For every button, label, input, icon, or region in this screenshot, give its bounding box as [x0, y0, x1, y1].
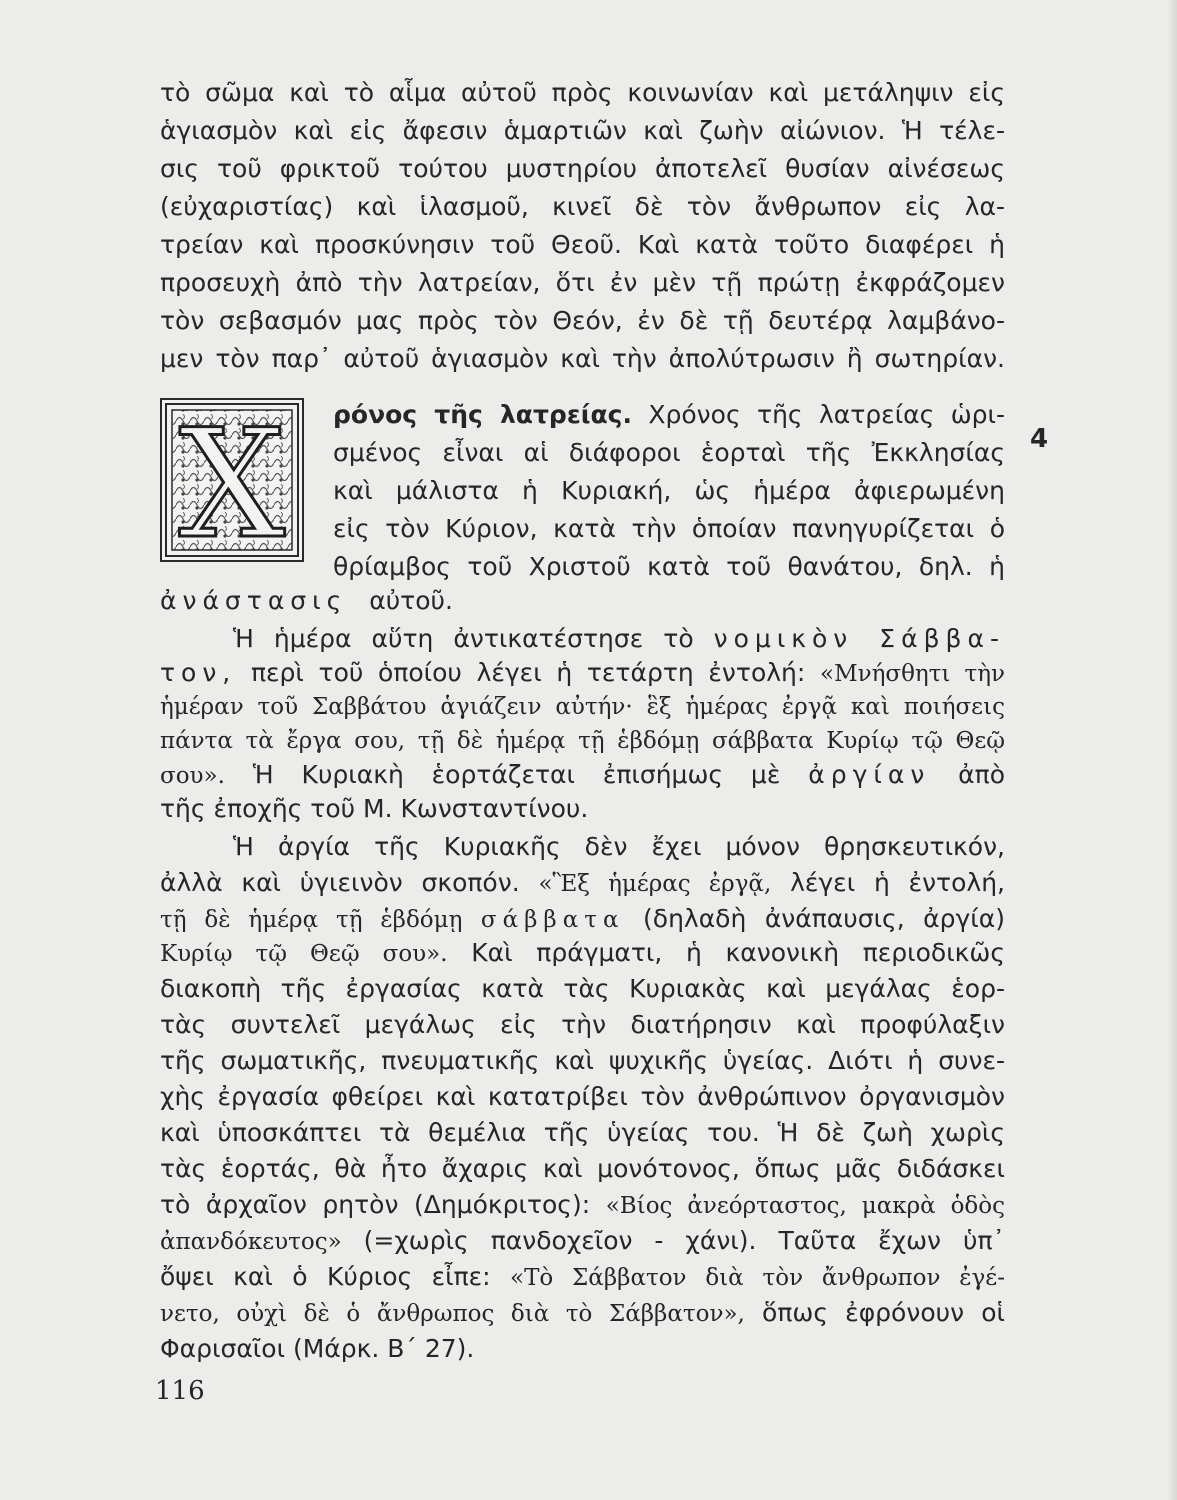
text-line	[160, 1296, 1005, 1331]
text-span: λέγει ἡ ἐντολή,	[790, 868, 1005, 897]
text-line: Ἡ ἀργία τῆς Κυριακῆς δὲν ἔχει μόνον θρησκευτικόν,	[233, 832, 1005, 861]
text-line: (εὐχαριστίας) καὶ ἱλασμοῦ, κινεῖ δὲ τὸν ἄνθρωπον εἰς λα-	[160, 192, 1005, 221]
quote-span: νετο, οὐχὶ δὲ ὁ ἄνθρωπος διὰ τὸ Σάββατον»,	[160, 1301, 745, 1327]
text-span: (δηλαδὴ ἀνάπαυσις, ἀργία)	[643, 904, 1005, 933]
text-line: τὰς ἑορτάς, θὰ ἦτο ἄχαρις καὶ μονότονος, ὅπως μᾶς διδάσκει	[160, 1154, 1005, 1183]
text-line	[160, 758, 1005, 793]
text-line	[160, 584, 1005, 618]
text-span: ἀλλὰ καὶ ὑγιεινὸν σκοπόν.	[160, 868, 520, 897]
text-line: τὸ σῶμα καὶ τὸ αἷμα αὐτοῦ πρὸς κοινωνίαν καὶ μετάληψιν εἰς	[160, 78, 1005, 107]
text-line: Φαρισαῖοι (Μάρκ. Β΄ 27).	[160, 1334, 475, 1363]
text-span: περὶ τοῦ ὁποίου λέγει ἡ τετάρτη ἐντολή:	[250, 658, 806, 687]
text-span: Καὶ πράγματι, ἡ κανονικὴ περιοδικῶς	[471, 938, 1006, 967]
text-line	[160, 1224, 1005, 1259]
text-line	[233, 622, 1005, 656]
text-line: καὶ μάλιστα ἡ Κυριακή, ὡς ἡμέρα ἀφιερωμένη	[333, 476, 1005, 505]
text-span: Χρόνος τῆς λατρείας ὡρι-	[648, 400, 1005, 429]
text-line: πάντα τὰ ἔργα σου, τῇ δὲ ἡμέρᾳ τῇ ἑβδόμῃ σάββατα Κυρίῳ τῷ Θεῷ	[160, 728, 1005, 754]
spaced-word: ἀνάστασις	[160, 586, 348, 615]
quote-span: «Μνήσθητι τὴν	[820, 661, 1005, 687]
text-span: ὄψει καὶ ὁ Κύριος εἶπε:	[160, 1262, 491, 1291]
text-line	[160, 936, 1005, 971]
dropcap-letter: X	[178, 400, 286, 560]
section-first-line	[333, 398, 1005, 432]
text-line	[160, 1188, 1005, 1223]
text-line: σμένος εἶναι αἱ διάφοροι ἑορταὶ τῆς Ἐκκλησίας	[333, 438, 1005, 467]
text-line: ἡμέραν τοῦ Σαββάτου ἁγιάζειν αὐτήν· ἓξ ἡμέρας ἐργᾷ καὶ ποιήσεις	[160, 694, 1005, 720]
text-span: Ἡ ἡμέρα αὕτη ἀντικατέστησε τὸ	[233, 624, 694, 653]
text-line	[160, 902, 1005, 937]
spaced-word: νομικὸν Σάββα-	[713, 624, 1005, 653]
text-line: διακοπὴ τῆς ἐργασίας κατὰ τὰς Κυριακὰς καὶ μεγάλας ἑορ-	[160, 974, 1005, 1003]
text-line: τρείαν καὶ προσκύνησιν τοῦ Θεοῦ. Καὶ κατὰ τοῦτο διαφέρει ἡ	[160, 230, 1005, 259]
quote-span: τῇ δὲ ἡμέρᾳ τῇ ἑβδόμῃ	[160, 907, 463, 933]
text-line: εἰς τὸν Κύριον, κατὰ τὴν ὁποίαν πανηγυρίζεται ὁ	[333, 514, 1005, 543]
text-span: ὅπως ἐφρόνουν οἱ	[762, 1298, 1005, 1327]
page-edge-shadow	[1167, 0, 1177, 1500]
quote-span: «Ἓξ ἡμέρας ἐργᾷ,	[538, 871, 772, 897]
text-line: σις τοῦ φρικτοῦ τούτου μυστηρίου ἀποτελεῖ θυσίαν αἰνέσεως	[160, 154, 1005, 183]
margin-number: 4	[1030, 424, 1049, 454]
text-line: μεν τὸν παρ᾽ αὐτοῦ ἁγιασμὸν καὶ τὴν ἀπολύτρωσιν ἢ σωτηρίαν.	[160, 344, 1005, 373]
quote-span: «Τὸ Σάββατον διὰ τὸν ἄνθρωπον ἐγέ-	[510, 1265, 1005, 1291]
text-span: Ἡ Κυριακὴ ἑορτάζεται ἐπισήμως μὲ	[252, 760, 781, 789]
quote-span: σου».	[160, 763, 225, 789]
text-line: προσευχὴ ἀπὸ τὴν λατρείαν, ὅτι ἐν μὲν τῇ πρώτῃ ἐκφράζομεν	[160, 268, 1005, 297]
text-line: χὴς ἐργασία φθείρει καὶ κατατρίβει τὸν ἀνθρώπινον ὀργανισμὸν	[160, 1082, 1005, 1111]
spaced-word: ἀργίαν	[808, 760, 931, 789]
quote-span: Κυρίῳ τῷ Θεῷ σου».	[160, 941, 448, 967]
text-span: αὐτοῦ.	[369, 586, 453, 615]
page-number: 116	[155, 1376, 205, 1406]
text-line	[160, 1260, 1005, 1295]
spaced-word: τον,	[160, 658, 237, 687]
quote-span: «Βίος ἀνεόρταστος, μακρὰ ὁδὸς	[605, 1193, 1005, 1219]
quote-span: ἀπανδόκευτος»	[160, 1229, 342, 1255]
section-heading: ρόνος τῆς λατρείας.	[333, 400, 632, 429]
text-line	[160, 866, 1005, 901]
text-span: ἀπὸ	[958, 760, 1005, 789]
text-line: ἁγιασμὸν καὶ εἰς ἄφεσιν ἁμαρτιῶν καὶ ζωὴν αἰώνιον. Ἡ τέλε-	[160, 116, 1005, 145]
text-line: τῆς ἐποχῆς τοῦ Μ. Κωνσταντίνου.	[160, 794, 589, 823]
text-line: καὶ ὑποσκάπτει τὰ θεμέλια τῆς ὑγείας του. Ἡ δὲ ζωὴ χωρὶς	[160, 1118, 1005, 1147]
text-line: τὸν σεβασμόν μας πρὸς τὸν Θεόν, ἐν δὲ τῇ δευτέρᾳ λαμβάνο-	[160, 306, 1005, 335]
text-line: τῆς σωματικῆς, πνευματικῆς καὶ ψυχικῆς ὑγείας. Διότι ἡ συνε-	[160, 1046, 1005, 1075]
spaced-word: σάββατα	[480, 907, 625, 933]
text-line: θρίαμβος τοῦ Χριστοῦ κατὰ τοῦ θανάτου, δηλ. ἡ	[333, 552, 1005, 581]
text-span: τὸ ἀρχαῖον ρητὸν (Δημόκριτος):	[160, 1190, 591, 1219]
text-line	[160, 656, 1005, 691]
text-span: (=χωρὶς πανδοχεῖον - χάνι). Ταῦτα ἔχων ὑπ᾽	[363, 1226, 1006, 1255]
decorative-dropcap	[160, 398, 304, 562]
text-line: τὰς συντελεῖ μεγάλως εἰς τὴν διατήρησιν καὶ προφύλαξιν	[160, 1010, 1005, 1039]
